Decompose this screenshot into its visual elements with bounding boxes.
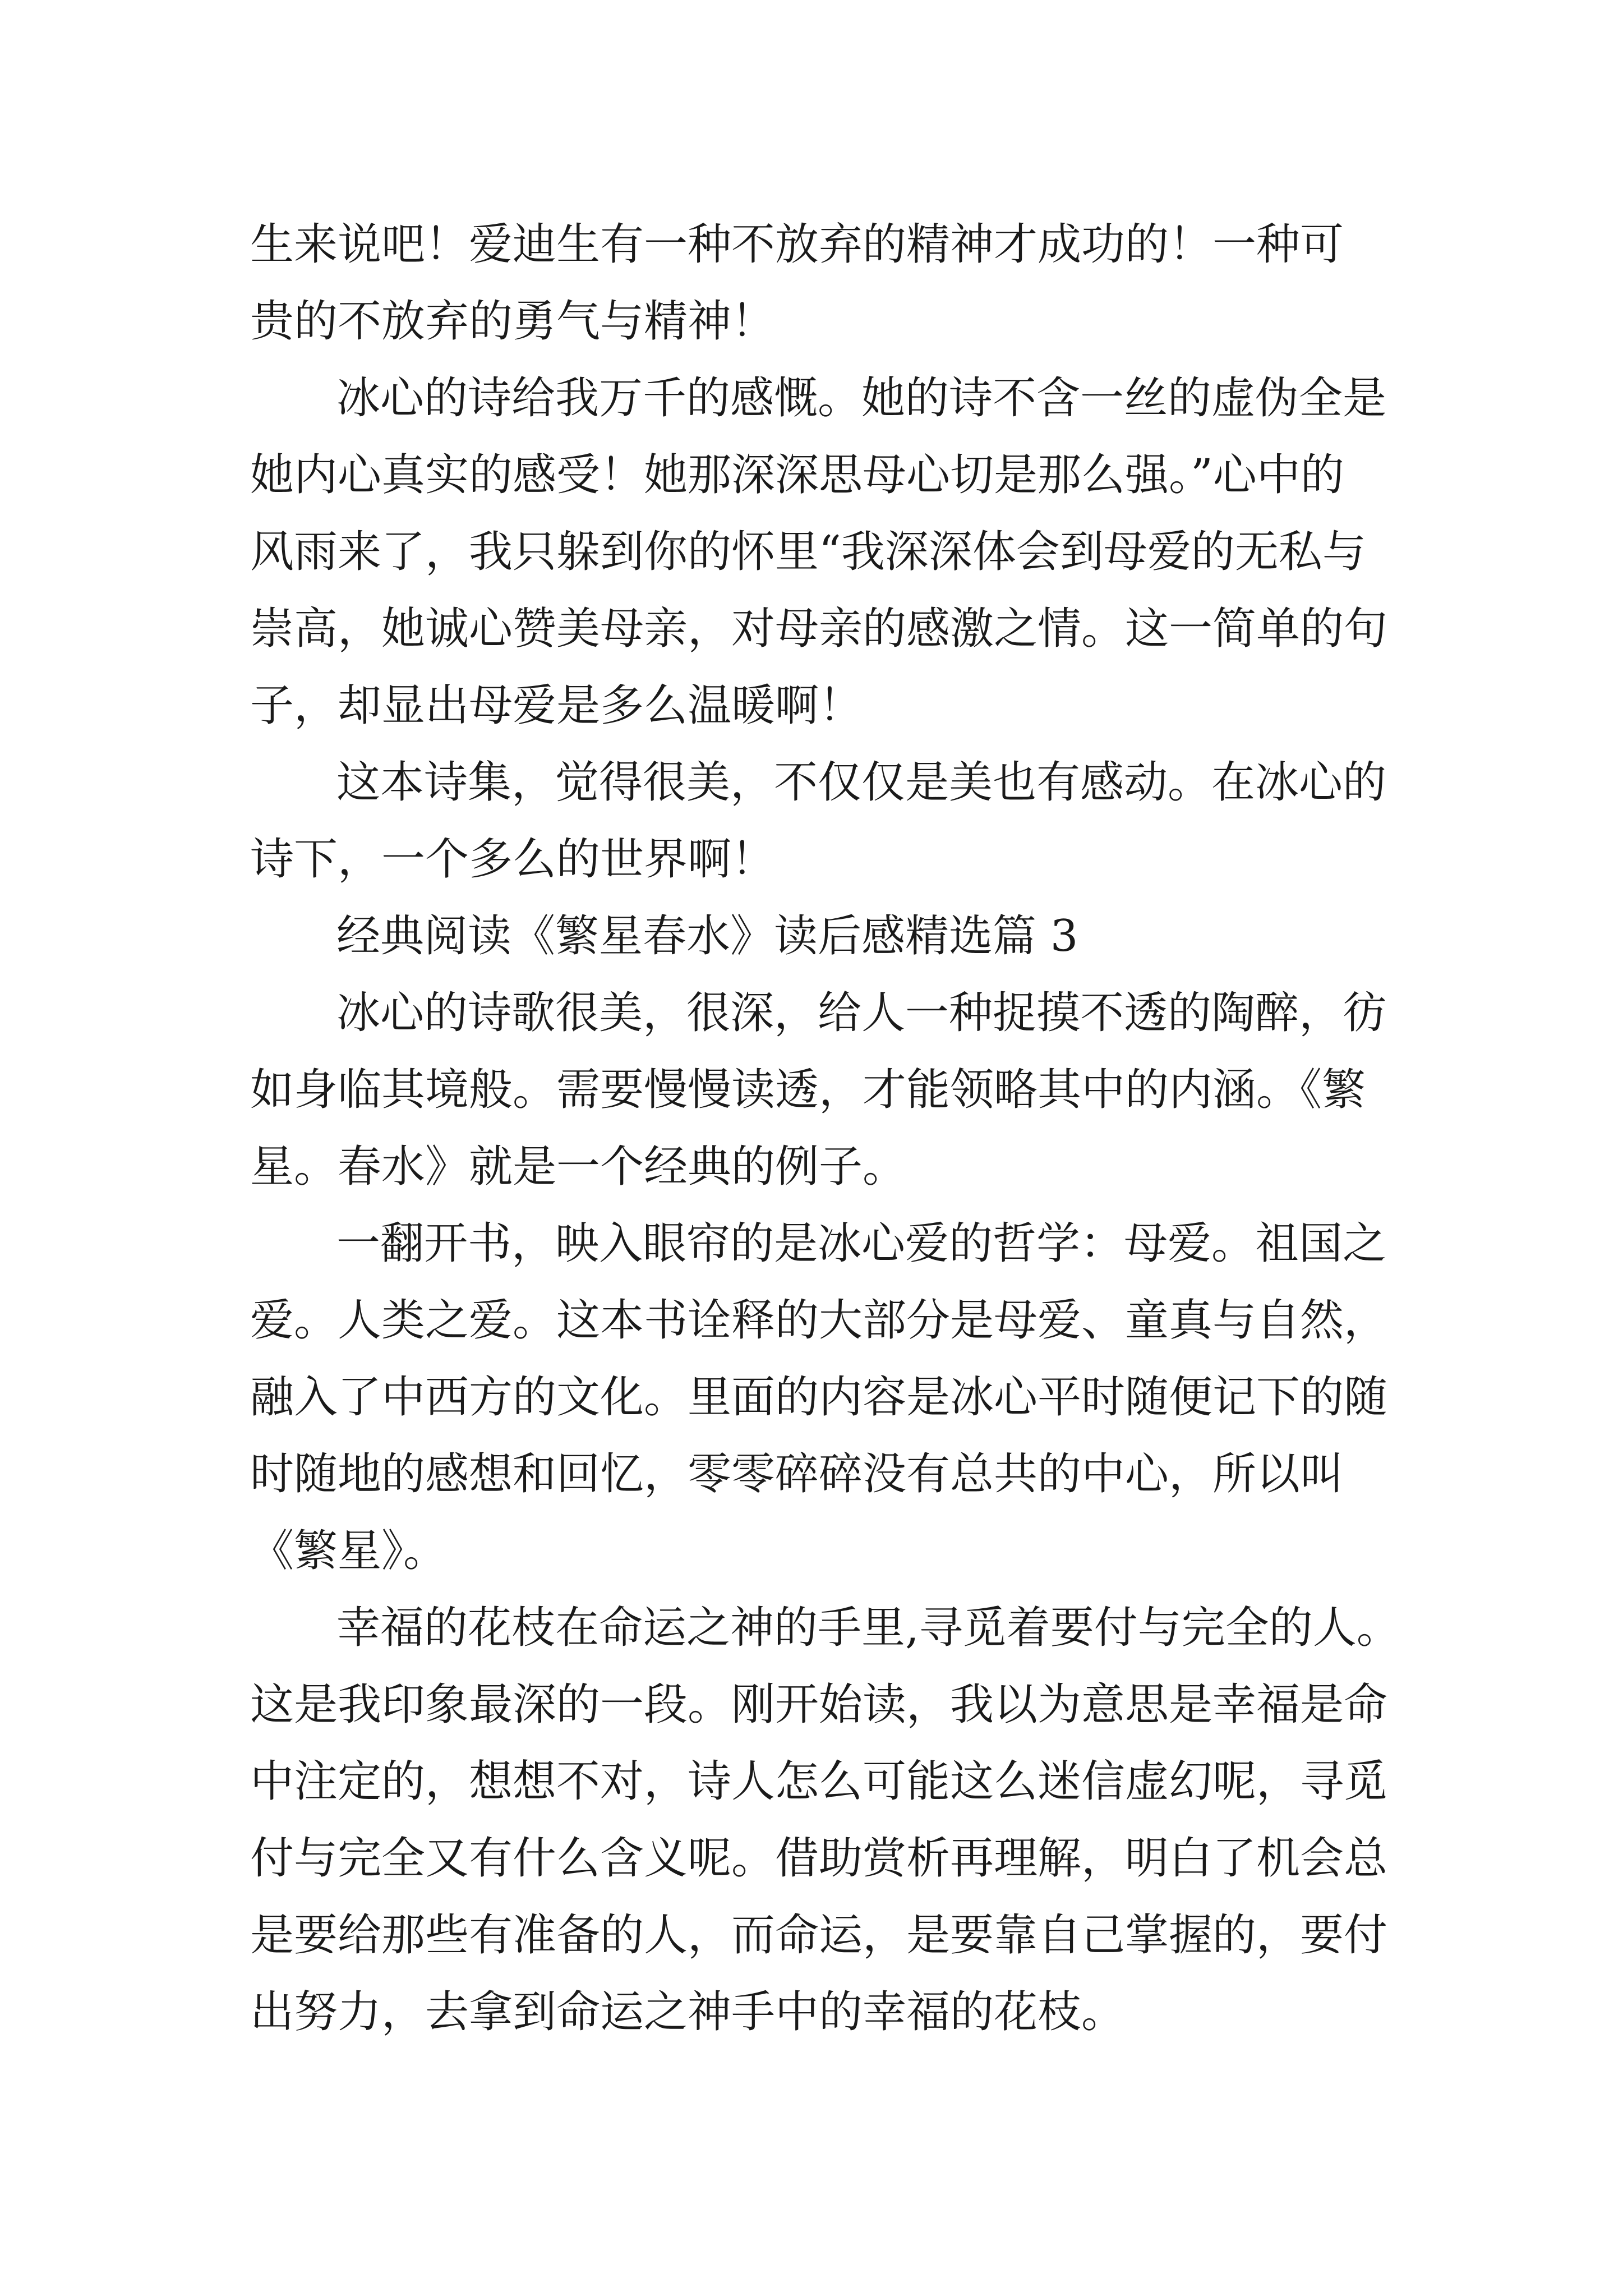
text-line: 出努力，去拿到命运之神手中的幸福的花枝。: [250, 1987, 1126, 2037]
paragraph-start-line: 一翻开书，映入眼帘的是冰心爱的哲学：母爱。祖国之: [336, 1218, 1387, 1269]
text-line: 付与完全又有什么含义呢。借助赏析再理解，明白了机会总: [250, 1833, 1388, 1884]
text-line: 时随地的感想和回忆，零零碎碎没有总共的中心，所以叫: [250, 1449, 1344, 1499]
text-line: 爱。人类之爱。这本书诠释的大部分是母爱、童真与自然，: [250, 1295, 1388, 1346]
text-line: 生来说吧！爱迪生有一种不放弃的精神才成功的！一种可: [250, 219, 1344, 270]
paragraph-start-line: 这本诗集，觉得很美，不仅仅是美也有感动。在冰心的: [336, 757, 1387, 808]
paragraph-start-line: 冰心的诗给我万千的感慨。她的诗不含一丝的虚伪全是: [336, 373, 1387, 424]
text-line: 她内心真实的感受！她那深深思母心切是那么强。”心中的: [250, 450, 1344, 500]
text-line: 诗下，一个多么的世界啊！: [250, 834, 776, 885]
text-line: 崇高，她诚心赞美母亲，对母亲的感激之情。这一简单的句: [250, 604, 1388, 654]
text-line: 星。春水》就是一个经典的例子。: [250, 1142, 907, 1192]
text-line: 中注定的，想想不对，诗人怎么可能这么迷信虚幻呢，寻觅: [250, 1756, 1388, 1807]
text-line: 如身临其境般。需要慢慢读透，才能领略其中的内涵。《繁: [250, 1065, 1366, 1115]
paragraph-start-line: 冰心的诗歌很美，很深，给人一种捉摸不透的陶醉，彷: [336, 988, 1387, 1038]
text-line: 《繁星》。: [250, 1526, 448, 1576]
text-line: 风雨来了，我只躲到你的怀里“我深深体会到母爱的无私与: [250, 527, 1366, 577]
text-line: 融入了中西方的文化。里面的内容是冰心平时随便记下的随: [250, 1372, 1388, 1423]
text-line: 贵的不放弃的勇气与精神！: [250, 296, 776, 347]
text-line: 是要给那些有准备的人，而命运，是要靠自己掌握的，要付: [250, 1910, 1388, 1961]
text-line: 这是我印象最深的一段。刚开始读，我以为意思是幸福是命: [250, 1680, 1388, 1730]
section-heading: 经典阅读《繁星春水》读后感精选篇 3: [336, 911, 1078, 961]
text-line: 子，却显出母爱是多么温暖啊！: [250, 680, 863, 731]
paragraph-start-line: 幸福的花枝在命运之神的手里,寻觅着要付与完全的人。: [336, 1603, 1400, 1653]
